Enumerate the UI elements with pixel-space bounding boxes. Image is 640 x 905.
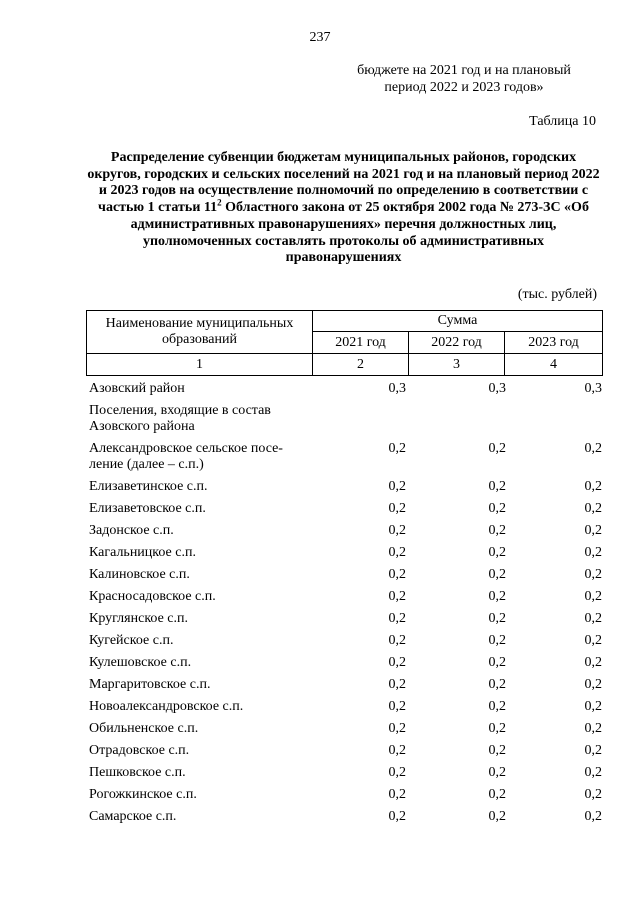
municipality-name: Елизаветовское с.п. bbox=[89, 501, 206, 516]
value-2021: 0,2 bbox=[388, 721, 406, 736]
municipality-name: Пешковское с.п. bbox=[89, 765, 186, 780]
municipality-name: Маргаритовское с.п. bbox=[89, 677, 211, 692]
table-row bbox=[86, 655, 602, 671]
value-2022: 0,2 bbox=[488, 677, 506, 692]
value-2023: 0,2 bbox=[584, 699, 602, 714]
value-2021: 0,2 bbox=[388, 545, 406, 560]
value-2022: 0,2 bbox=[488, 545, 506, 560]
value-2023: 0,2 bbox=[584, 787, 602, 802]
value-2022: 0,3 bbox=[488, 381, 506, 396]
column-header-2023: 2023 год bbox=[505, 332, 603, 354]
table-row bbox=[86, 403, 602, 435]
column-header-sum: Сумма bbox=[313, 311, 603, 332]
value-2023: 0,3 bbox=[584, 381, 602, 396]
municipality-name: Круглянское с.п. bbox=[89, 611, 188, 626]
value-2021: 0,2 bbox=[388, 589, 406, 604]
value-2021: 0,2 bbox=[388, 633, 406, 648]
table-row bbox=[86, 589, 602, 605]
value-2023: 0,2 bbox=[584, 721, 602, 736]
value-2022: 0,2 bbox=[488, 589, 506, 604]
value-2023: 0,2 bbox=[584, 611, 602, 626]
value-2022: 0,2 bbox=[488, 441, 506, 456]
subvention-table-body bbox=[86, 380, 602, 825]
value-2023: 0,2 bbox=[584, 633, 602, 648]
value-2023: 0,2 bbox=[584, 655, 602, 670]
value-2021: 0,2 bbox=[388, 441, 406, 456]
value-2023: 0,2 bbox=[584, 589, 602, 604]
value-2021: 0,2 bbox=[388, 501, 406, 516]
municipality-name: Рогожкинское с.п. bbox=[89, 787, 197, 802]
municipality-name: Кулешовское с.п. bbox=[89, 655, 192, 670]
column-header-2021: 2021 год bbox=[313, 332, 409, 354]
header-note-line: бюджете на 2021 год и на плановый bbox=[357, 63, 571, 78]
municipality-name: Азовский район bbox=[89, 381, 185, 396]
units-label: (тыс. рублей) bbox=[517, 287, 597, 302]
table-row bbox=[86, 633, 602, 649]
municipality-name: Задонское с.п. bbox=[89, 523, 174, 538]
value-2022: 0,2 bbox=[488, 699, 506, 714]
municipality-name: Кагальницкое с.п. bbox=[89, 545, 196, 560]
value-2023: 0,2 bbox=[584, 743, 602, 758]
value-2021: 0,2 bbox=[388, 699, 406, 714]
table-row bbox=[86, 721, 602, 737]
municipality-name: Поселения, входящие в состав Азовского района bbox=[89, 403, 271, 434]
value-2021: 0,2 bbox=[388, 611, 406, 626]
table-row bbox=[86, 699, 602, 715]
table-row bbox=[86, 567, 602, 583]
municipality-name: Новоалександровское с.п. bbox=[89, 699, 244, 714]
table-row bbox=[86, 501, 602, 517]
value-2022: 0,2 bbox=[488, 809, 506, 824]
value-2023: 0,2 bbox=[584, 677, 602, 692]
municipality-name: Красносадовское с.п. bbox=[89, 589, 216, 604]
title-text: Распределение субвенции бюджетам муниципальных районов, городских округов, городских и сельских поселений на 2021 год и на плановый период 2022 и 2023 годов на осуществление полномочий по определению в соответствии с частью 1 статьи 11 bbox=[87, 150, 600, 216]
municipality-name: Калиновское с.п. bbox=[89, 567, 190, 582]
value-2021: 0,2 bbox=[388, 677, 406, 692]
table-row bbox=[86, 381, 602, 397]
value-2021: 0,2 bbox=[388, 655, 406, 670]
value-2021: 0,2 bbox=[388, 567, 406, 582]
value-2023: 0,2 bbox=[584, 441, 602, 456]
value-2023: 0,2 bbox=[584, 479, 602, 494]
value-2021: 0,2 bbox=[388, 743, 406, 758]
table-row bbox=[86, 743, 602, 759]
value-2022: 0,2 bbox=[488, 523, 506, 538]
value-2021: 0,3 bbox=[388, 381, 406, 396]
table-row bbox=[86, 765, 602, 781]
value-2022: 0,2 bbox=[488, 501, 506, 516]
value-2023: 0,2 bbox=[584, 567, 602, 582]
column-index: 4 bbox=[505, 354, 603, 376]
table-label: Таблица 10 bbox=[529, 114, 596, 129]
title-text-continued: Областного закона от 25 октября 2002 года № 273-ЗС «Об административных правонарушениях» перечня должностных лиц, уполномоченных составлять протоколы об административных правонарушениях bbox=[130, 200, 589, 266]
value-2022: 0,2 bbox=[488, 567, 506, 582]
value-2022: 0,2 bbox=[488, 743, 506, 758]
header-note bbox=[330, 62, 598, 96]
document-title bbox=[86, 150, 601, 267]
table-row bbox=[86, 677, 602, 693]
municipality-name: Отрадовское с.п. bbox=[89, 743, 190, 758]
value-2021: 0,2 bbox=[388, 765, 406, 780]
value-2023: 0,2 bbox=[584, 523, 602, 538]
column-header-2022: 2022 год bbox=[409, 332, 505, 354]
table-row bbox=[86, 809, 602, 825]
value-2022: 0,2 bbox=[488, 479, 506, 494]
table-row bbox=[86, 441, 602, 473]
header-note-line: период 2022 и 2023 годов» bbox=[384, 80, 544, 95]
column-header-name: Наименование муниципальных образований bbox=[87, 311, 313, 354]
table-row bbox=[86, 787, 602, 803]
municipality-name: Елизаветинское с.п. bbox=[89, 479, 208, 494]
value-2022: 0,2 bbox=[488, 611, 506, 626]
subvention-table-header bbox=[86, 310, 603, 376]
value-2021: 0,2 bbox=[388, 787, 406, 802]
value-2023: 0,2 bbox=[584, 545, 602, 560]
municipality-name: Обильненское с.п. bbox=[89, 721, 199, 736]
value-2022: 0,2 bbox=[488, 633, 506, 648]
value-2021: 0,2 bbox=[388, 809, 406, 824]
value-2022: 0,2 bbox=[488, 655, 506, 670]
municipality-name: Александровское сельское посе-ление (далее – с.п.) bbox=[89, 441, 283, 472]
title-superscript: 2 bbox=[217, 197, 222, 208]
municipality-name: Самарское с.п. bbox=[89, 809, 177, 824]
table-row bbox=[86, 545, 602, 561]
column-index: 3 bbox=[409, 354, 505, 376]
value-2022: 0,2 bbox=[488, 765, 506, 780]
table-row bbox=[86, 523, 602, 539]
value-2023: 0,2 bbox=[584, 809, 602, 824]
table-row bbox=[86, 611, 602, 627]
value-2023: 0,2 bbox=[584, 501, 602, 516]
page-number: 237 bbox=[309, 30, 331, 45]
value-2021: 0,2 bbox=[388, 523, 406, 538]
value-2022: 0,2 bbox=[488, 721, 506, 736]
municipality-name: Кугейское с.п. bbox=[89, 633, 174, 648]
value-2022: 0,2 bbox=[488, 787, 506, 802]
column-index: 2 bbox=[313, 354, 409, 376]
value-2021: 0,2 bbox=[388, 479, 406, 494]
value-2023: 0,2 bbox=[584, 765, 602, 780]
column-index: 1 bbox=[87, 354, 313, 376]
table-row bbox=[86, 479, 602, 495]
